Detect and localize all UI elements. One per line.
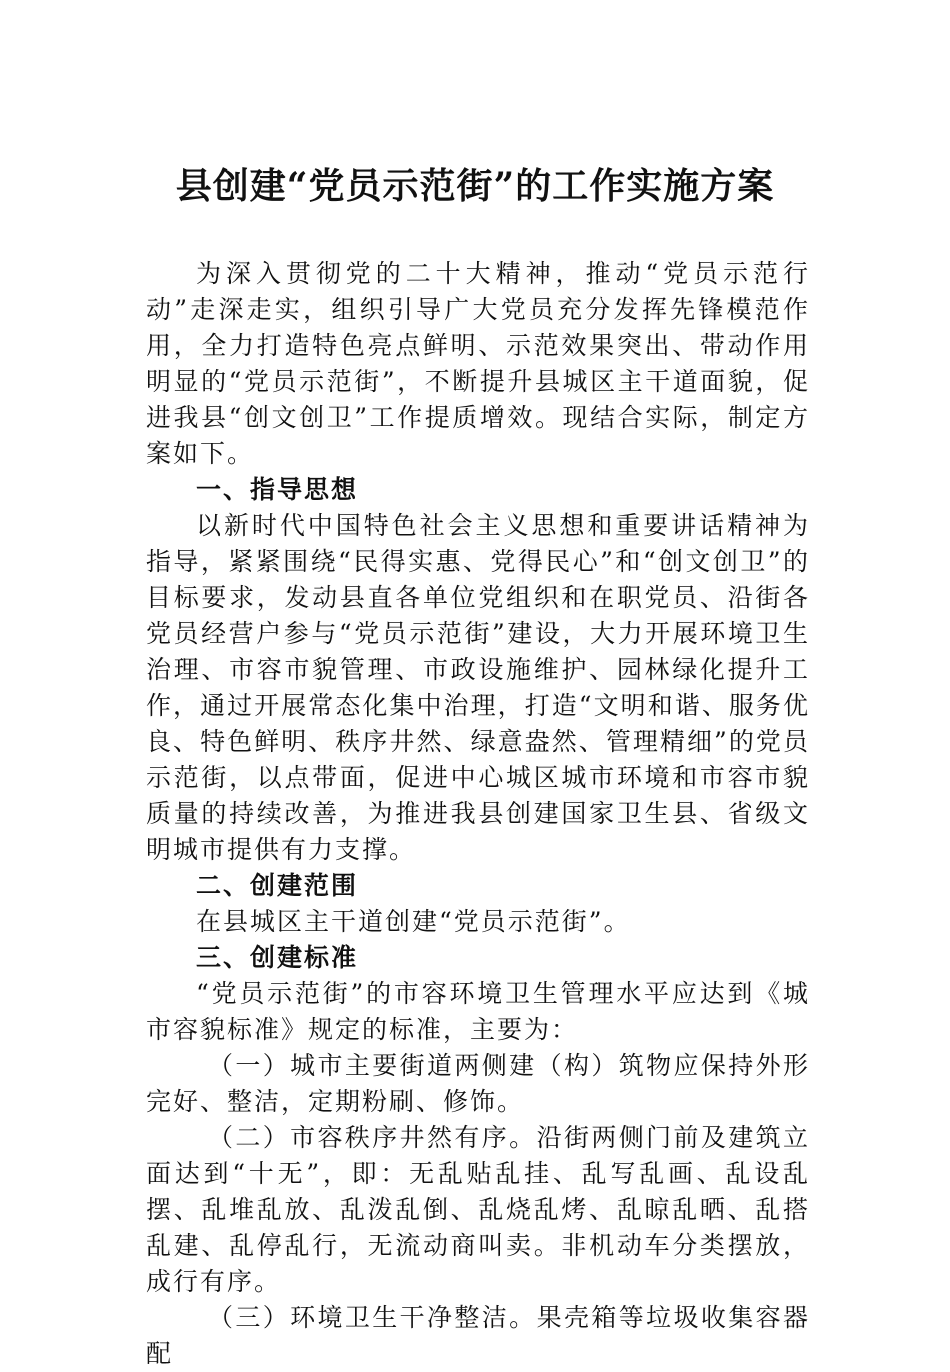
standard-item-1: （一）城市主要街道两侧建（构）筑物应保持外形完好、整洁，定期粉刷、修饰。: [146, 1051, 810, 1116]
intro-paragraph: 为深入贯彻党的二十大精神，推动“党员示范行动”走深走实，组织引导广大党员充分发挥先锋模范作用，全力打造特色亮点鲜明、示范效果突出、带动作用明显的“党员示范街”，不断提升县城区主干道面貌，促进我县“创文创卫”工作提质增效。现结合实际，制定方案如下。: [146, 259, 810, 468]
guiding-ideology-paragraph: 以新时代中国特色社会主义思想和重要讲话精神为指导，紧紧围绕“民得实惠、党得民心”和“创文创卫”的目标要求，发动县直各单位党组织和在职党员、沿街各党员经营户参与“党员示范街”建设，大力开展环境卫生治理、市容市貌管理、市政设施维护、园林绿化提升工作，通过开展常态化集中治理，打造“文明和谐、服务优良、特色鲜明、秩序井然、绿意盎然、管理精细”的党员示范街，以点带面，促进中心城区城市环境和市容市貌质量的持续改善，为推进我县创建国家卫生县、省级文明城市提供有力支撑。: [146, 511, 810, 864]
document-title: 县创建“党员示范街”的工作实施方案: [175, 165, 775, 207]
standard-item-3: （三）环境卫生干净整洁。果壳箱等垃圾收集容器配: [146, 1303, 810, 1368]
section-heading-guiding-ideology: 一、指导思想: [196, 475, 359, 504]
section-heading-scope: 二、创建范围: [196, 871, 359, 900]
section-heading-standards: 三、创建标准: [196, 943, 359, 972]
standard-item-2: （二）市容秩序井然有序。沿街两侧门前及建筑立面达到“十无”，即：无乱贴乱挂、乱写乱画、乱设乱摆、乱堆乱放、乱泼乱倒、乱烧乱烤、乱晾乱晒、乱搭乱建、乱停乱行，无流动商叫卖。非机动车分类摆放，成行有序。: [146, 1123, 810, 1296]
scope-paragraph: 在县城区主干道创建“党员示范街”。: [196, 907, 631, 936]
standards-intro-paragraph: “党员示范街”的市容环境卫生管理水平应达到《城市容貌标准》规定的标准，主要为：: [146, 979, 810, 1044]
document-body: [146, 256, 810, 1372]
